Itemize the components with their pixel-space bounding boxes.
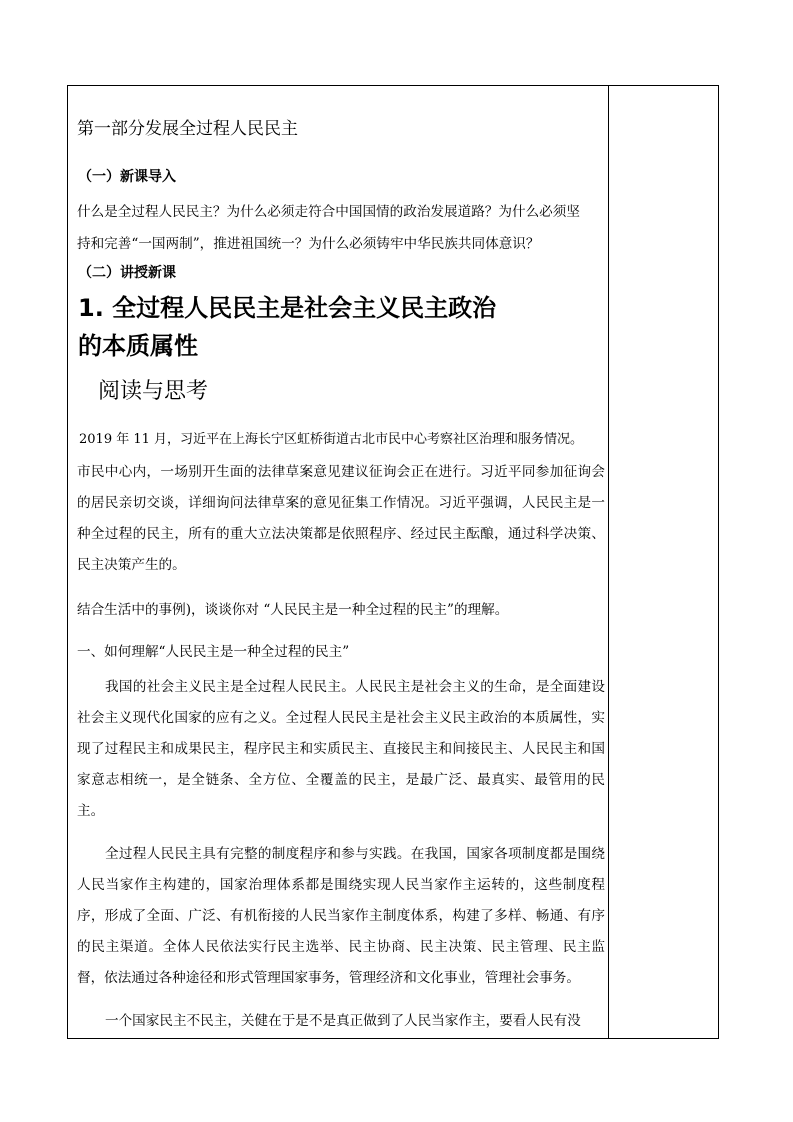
main-heading-line-2: 的本质属性: [78, 332, 198, 360]
reading-subheading: 阅读与思考: [98, 379, 209, 404]
section-heading-lecture: （二）讲授新课: [78, 265, 176, 281]
reading-paragraph: 市民中心内，一场别开生面的法律草案意见建议征询会正在进行。习近平同参加征询会的居民亲切交谈，详细询问法律草案的意见征集工作情况。习近平强调，人民民主是一种全过程的民主，所有的重大立法决策都是依照程序、经过民主酝酿，通过科学决策、民主决策产生的。: [77, 464, 605, 573]
intro-line-1: 什么是全过程人民民主？为什么必须走符合中国国情的政治发展道路？为什么必须坚: [77, 204, 580, 220]
table-frame: [67, 85, 719, 1039]
section-heading-intro: （一）新课导入: [78, 169, 176, 185]
reading-question: 结合生活中的事例)，谈谈你对 “人民民主是一种全过程的民主”的理解。: [77, 602, 509, 618]
notes-column: [609, 86, 718, 1038]
intro-line-2: 持和完善“一国两制”，推进祖国统一？为什么必须铸牢中华民族共同体意识？: [77, 236, 540, 252]
paragraph-2: 全过程人民民主具有完整的制度程序和参与实践。在我国，国家各项制度都是围绕人民当家作主构建的，国家治理体系都是围绕实现人民当家作主运转的，这些制度程序，形成了全面、广泛、有机衔接的人民当家作主制度体系，构建了多样、畅通、有序的民主渠道。全体人民依法实行民主选举、民主协商、民主决策、民主管理、民主监督，依法通过各种途径和形式管理国家事务，管理经济和文化事业，管理社会事务。: [77, 846, 605, 986]
paragraph-3: 一个国家民主不民主，关健在于是不是真正做到了人民当家作主，要看人民有没: [105, 1013, 581, 1029]
paragraph-1: 我国的社会主义民主是全过程人民民主。人民民主是社会主义的生命，是全面建设社会主义现代化国家的应有之义。全过程人民民主是社会主义民主政治的本质属性，实现了过程民主和成果民主，程序民主和实质民主、直接民主和间接民主、人民民主和国家意志相统一，是全链条、全方位、全覆盖的民主，是最广泛、最真实、最管用的民主。: [77, 679, 605, 819]
document-title: 第一部分发展全过程人民民主: [77, 119, 298, 139]
main-heading-line-1: 1. 全过程人民民主是社会主义民主政治: [78, 294, 497, 322]
main-cell: [68, 86, 608, 1038]
reading-intro-line: 2019 年 11 月，习近平在上海长宁区虹桥街道古北市民中心考察社区治理和服务情况。: [79, 432, 584, 447]
point-heading-1: 一、如何理解“人民民主是一种全过程的民主”: [77, 644, 350, 660]
